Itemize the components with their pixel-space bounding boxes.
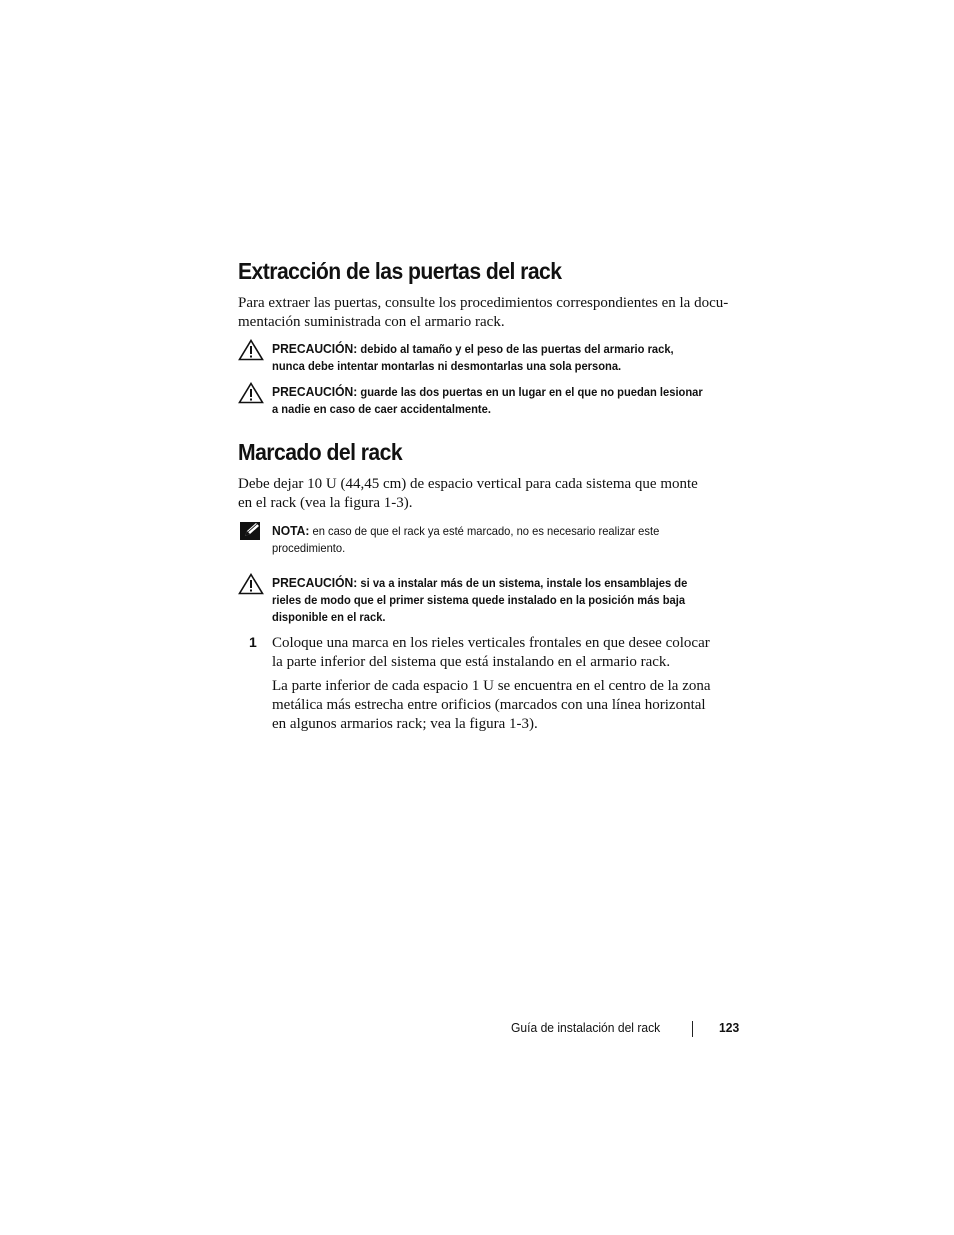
caution-triangle-icon (238, 339, 264, 361)
caution-text (272, 340, 709, 375)
paragraph-doors (238, 294, 748, 332)
step-sub-line: metálica más estrecha entre orificios (marcados con una línea horizontal (272, 697, 706, 713)
step-number: 1 (249, 634, 257, 650)
caution-triangle-icon (238, 573, 264, 595)
paragraph-line: mentación suministrada con el armario rack. (238, 314, 505, 330)
section-heading-rack-marking: Marcado del rack (238, 439, 403, 465)
caution-label: PRECAUCIÓN: (272, 575, 358, 590)
paragraph-line: Para extraer las puertas, consulte los procedimientos correspondientes en la docu- (238, 295, 729, 311)
step-sub-line: en algunos armarios rack; vea la figura 1-3). (272, 716, 538, 732)
step-line: la parte inferior del sistema que está instalando en el armario rack. (272, 654, 671, 670)
caution-text (272, 574, 709, 626)
caution-line: a nadie en caso de caer accidentalmente. (272, 402, 491, 416)
section-heading-rack-doors: Extracción de las puertas del rack (238, 258, 562, 284)
caution-line: rieles de modo que el primer sistema quede instalado en la posición más baja (272, 593, 686, 607)
footer-title: Guía de instalación del rack (511, 1020, 661, 1035)
step-line: Coloque una marca en los rieles verticales frontales en que desee colocar (272, 635, 710, 651)
note-line: en caso de que el rack ya esté marcado, no es necesario realizar este (312, 524, 660, 538)
step-subparagraph (272, 677, 752, 734)
note-line: procedimiento. (272, 541, 346, 555)
caution-label: PRECAUCIÓN: (272, 384, 358, 399)
paragraph-marking (238, 475, 748, 513)
note-pencil-icon (238, 520, 264, 542)
step-text (272, 634, 752, 672)
page-number: 123 (719, 1020, 740, 1035)
paragraph-line: Debe dejar 10 U (44,45 cm) de espacio vertical para cada sistema que monte (238, 476, 698, 492)
note-label: NOTA: (272, 523, 310, 538)
caution-line: debido al tamaño y el peso de las puertas del armario rack, (360, 342, 674, 356)
caution-line: si va a instalar más de un sistema, instale los ensamblajes de (360, 576, 688, 590)
caution-label: PRECAUCIÓN: (272, 341, 358, 356)
caution-text (272, 383, 709, 418)
footer-divider (692, 1021, 693, 1037)
caution-line: guarde las dos puertas en un lugar en el que no puedan lesionar (360, 385, 703, 399)
step-sub-line: La parte inferior de cada espacio 1 U se encuentra en el centro de la zona (272, 678, 711, 694)
caution-triangle-icon (238, 382, 264, 404)
note-text (272, 522, 709, 557)
paragraph-line: en el rack (vea la figura 1-3). (238, 495, 413, 511)
caution-line: disponible en el rack. (272, 610, 386, 624)
caution-line: nunca debe intentar montarlas ni desmontarlas una sola persona. (272, 359, 622, 373)
